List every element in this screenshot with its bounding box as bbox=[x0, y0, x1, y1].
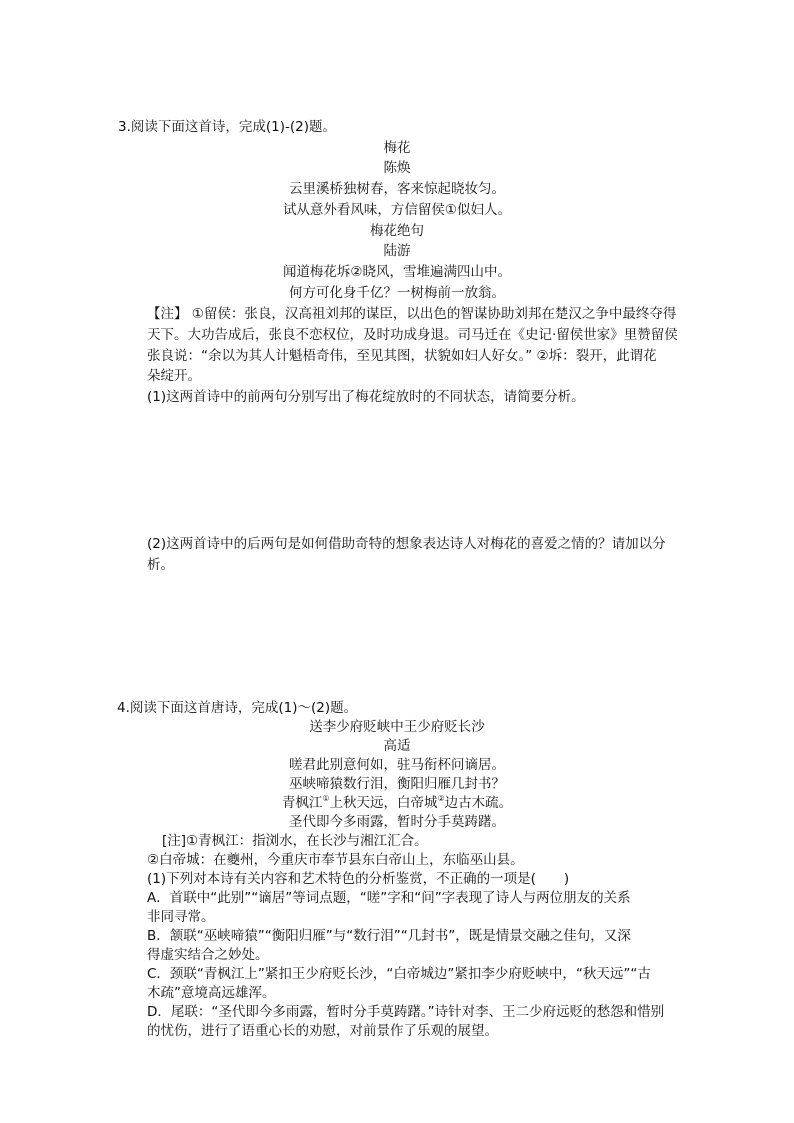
option-b-line-1: B．颔联“巫峡啼猿”“衡阳归雁”与“数行泪”“几封书”，既是情景交融之佳句，又深 bbox=[147, 928, 631, 944]
q4-poem-line-1: 嗟君此别意何如，驻马衔杯问谪居。 bbox=[289, 757, 505, 773]
poem1-title: 梅花 bbox=[383, 140, 411, 156]
poem2-title: 梅花绝句 bbox=[370, 223, 424, 239]
q4-poem-line-3 bbox=[0, 793, 794, 813]
q4-stem: 4.阅读下面这首唐诗，完成(1)～(2)题。 bbox=[117, 700, 358, 716]
subquestion-1-text: (1)下列对本诗有关内容和艺术特色的分析鉴赏，不正确的一项是( bbox=[147, 871, 536, 887]
line3-part-c: 边古木疏。 bbox=[444, 795, 513, 811]
q3-note-line-1: 【注】 ①留侯：张良，汉高祖刘邦的谋臣，以出色的智谋协助刘邦在楚汉之争中最终夺得 bbox=[147, 306, 677, 322]
q4-note-2: ②白帝城：在夔州，今重庆市奉节县东白帝山上，东临巫山县。 bbox=[147, 852, 524, 868]
poem1-author: 陈焕 bbox=[383, 160, 411, 176]
subquestion-1-close: ) bbox=[563, 871, 570, 887]
option-c-line-1: C．颈联“青枫江上”紧扣王少府贬长沙，“白帝城边”紧扣李少府贬峡中，“秋天远”“古 bbox=[147, 966, 651, 982]
option-b-line-2: 得虚实结合之妙处。 bbox=[147, 947, 269, 963]
q3-subquestion-2-line-2: 析。 bbox=[147, 557, 174, 573]
footnote-mark-2: ② bbox=[437, 794, 445, 803]
q3-note-line-4: 朵绽开。 bbox=[147, 368, 201, 384]
option-a-line-2: 非同寻常。 bbox=[147, 909, 215, 925]
q4-poem-line-2: 巫峡啼猿数行泪，衡阳归雁几封书？ bbox=[289, 776, 505, 792]
poem2-line-2: 何方可化身千亿？一树梅前一放翁。 bbox=[289, 285, 505, 301]
q4-poem-title: 送李少府贬峡中王少府贬长沙 bbox=[309, 719, 485, 735]
poem1-line-2: 试从意外看风味，方信留侯①似妇人。 bbox=[282, 202, 512, 218]
option-d-line-2: 的忧伤，进行了语重心长的劝慰，对前景作了乐观的展望。 bbox=[147, 1023, 498, 1039]
poem2-author: 陆游 bbox=[383, 243, 411, 259]
q3-subquestion-2-line-1: (2)这两首诗中的后两句是如何借助奇特的想象表达诗人对梅花的喜爱之情的？请加以分 bbox=[147, 536, 666, 552]
q3-subquestion-1: (1)这两首诗中的前两句分别写出了梅花绽放时的不同状态，请简要分析。 bbox=[147, 389, 585, 405]
q3-stem: 3.阅读下面这首诗，完成(1)-(2)题。 bbox=[118, 119, 336, 135]
q4-poem-line-4: 圣代即今多雨露，暂时分手莫踌躇。 bbox=[289, 814, 505, 830]
option-c-line-2: 木疏”意境高远雄浑。 bbox=[147, 985, 276, 1001]
q3-note-line-2: 天下。大功告成后，张良不恋权位，及时功成身退。司马迁在《史记·留侯世家》里赞留侯 bbox=[147, 327, 678, 343]
poem1-line-1: 云里溪桥独树春，客来惊起晓妆匀。 bbox=[289, 181, 505, 197]
option-d-line-1: D．尾联：“圣代即今多雨露，暂时分手莫踌躇。”诗针对李、王二少府远贬的愁怨和惜别 bbox=[147, 1004, 665, 1020]
poem2-line-1: 闻道梅花坼②晓风，雪堆遍满四山中。 bbox=[282, 264, 512, 280]
line3-part-a: 青枫江 bbox=[281, 795, 323, 811]
q3-note-line-3: 张良说：“余以为其人计魁梧奇伟，至见其图，状貌如妇人好女。” ②坼：裂开，此谓花 bbox=[147, 348, 657, 364]
line3-part-b: 上秋天远，白帝城 bbox=[329, 795, 438, 811]
q4-poem-author: 高适 bbox=[383, 738, 411, 754]
q4-subquestion-1 bbox=[147, 869, 569, 889]
option-a-line-1: A．首联中“此别”“谪居”等词点题，“嗟”字和“问”字表现了诗人与两位朋友的关系 bbox=[147, 890, 631, 906]
q4-note-1: [注]①青枫江：指浏水，在长沙与湘江汇合。 bbox=[162, 833, 428, 849]
footnote-mark-1: ① bbox=[322, 794, 330, 803]
